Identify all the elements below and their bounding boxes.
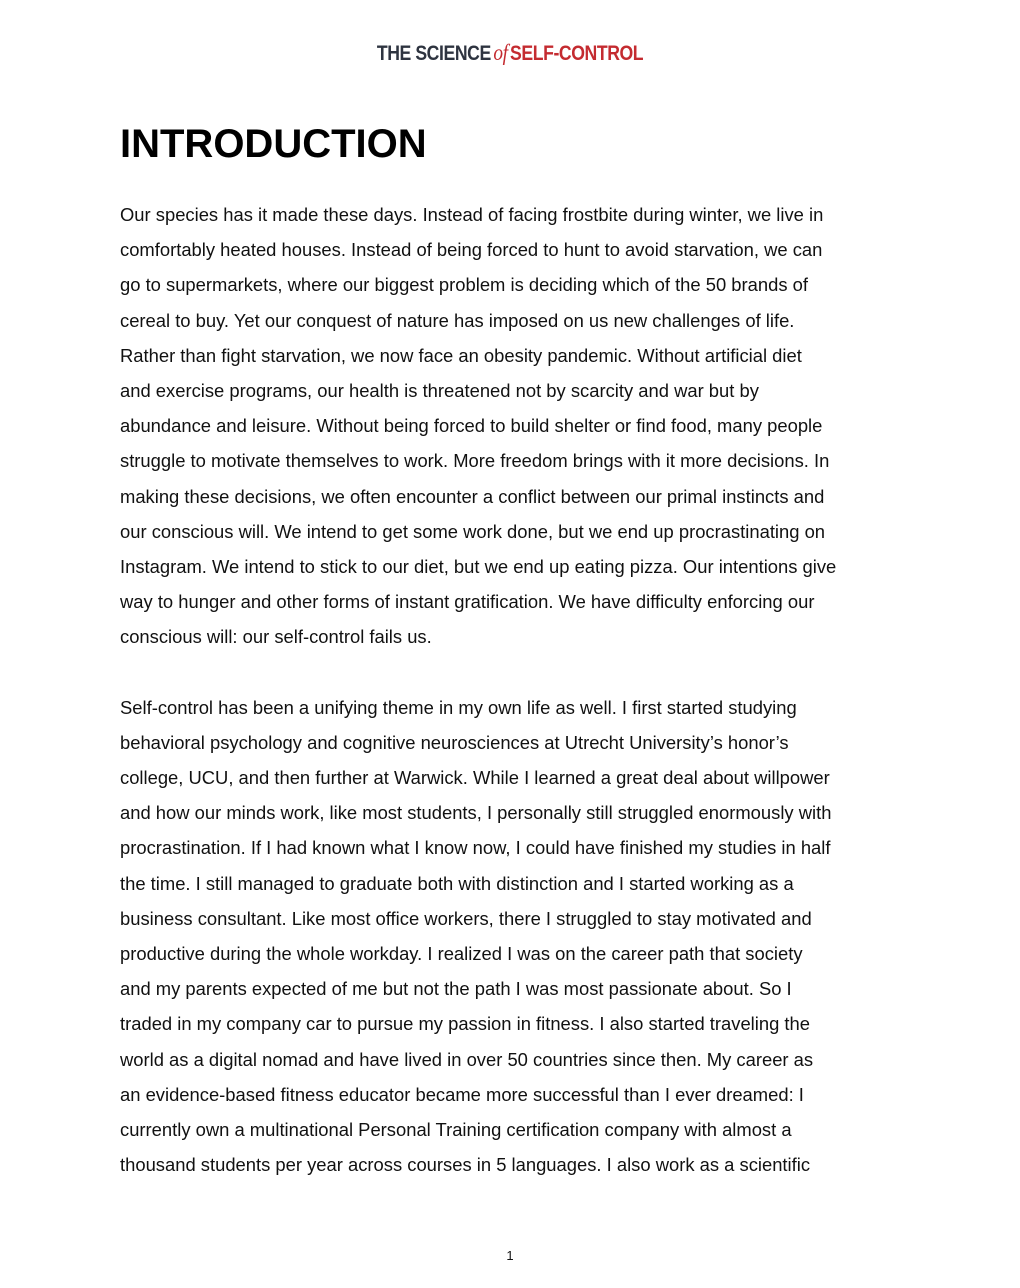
text-line: productive during the whole workday. I realized I was on the career path that society — [120, 942, 803, 964]
text-line: the time. I still managed to graduate both with distinction and I started working as a — [120, 872, 794, 894]
text-line: go to supermarkets, where our biggest problem is deciding which of the 50 brands of — [120, 274, 808, 296]
paragraph-gap — [120, 654, 920, 689]
text-line: and how our minds work, like most students, I personally still struggled enormously with — [120, 802, 832, 824]
text-line: behavioral psychology and cognitive neurosciences at Utrecht University’s honor’s — [120, 731, 789, 753]
text-line: college, UCU, and then further at Warwick. While I learned a great deal about willpower — [120, 767, 830, 788]
page-number: 1 — [506, 1248, 514, 1263]
text-line: cereal to buy. Yet our conquest of nature has imposed on us new challenges of life. — [120, 309, 795, 331]
text-line: making these decisions, we often encounter a conflict between our primal instincts and — [120, 485, 825, 507]
text-line: and exercise programs, our health is threatened not by scarcity and war but by — [120, 379, 759, 401]
text-line: abundance and leisure. Without being forced to build shelter or find food, many people — [120, 415, 823, 437]
body-text — [120, 197, 920, 1182]
text-line: conscious will: our self-control fails us. — [120, 626, 432, 648]
header-title-part: THE SCIENCE — [376, 42, 491, 65]
text-line: business consultant. Like most office workers, there I struggled to stay motivated and — [120, 907, 812, 929]
text-line: Our species has it made these days. Instead of facing frostbite during winter, we live in — [120, 204, 824, 225]
text-line: traded in my company car to pursue my passion in fitness. I also started traveling the — [120, 1013, 810, 1035]
paragraph — [120, 197, 920, 654]
text-line: Self-control has been a unifying theme in my own life as well. I first started studying — [120, 696, 797, 718]
running-header — [82, 40, 939, 66]
text-line: thousand students per year across courses in 5 languages. I also work as a scientific — [120, 1154, 811, 1176]
header-title-connector: of — [493, 40, 508, 65]
text-line: way to hunger and other forms of instant gratification. We have difficulty enforcing our — [120, 591, 815, 613]
text-line: our conscious will. We intend to get some work done, but we end up procrastinating on — [120, 520, 826, 542]
text-line: and my parents expected of me but not the path I was most passionate about. So I — [120, 978, 792, 1000]
text-line: struggle to motivate themselves to work. More freedom brings with it more decisions. In — [120, 450, 830, 472]
paragraph — [120, 690, 920, 1183]
text-line: comfortably heated houses. Instead of being forced to hunt to avoid starvation, we can — [120, 239, 823, 261]
chapter-title: INTRODUCTION — [120, 122, 427, 166]
text-line: currently own a multinational Personal Training certification company with almost a — [120, 1118, 792, 1140]
text-line: an evidence-based fitness educator became more successful than I ever dreamed: I — [120, 1083, 804, 1105]
text-line: Rather than fight starvation, we now face an obesity pandemic. Without artificial diet — [120, 344, 802, 366]
header-title-accent: SELF-CONTROL — [510, 42, 644, 65]
text-line: Instagram. We intend to stick to our diet, but we end up eating pizza. Our intentions give — [120, 555, 837, 577]
text-line: world as a digital nomad and have lived in over 50 countries since then. My career as — [120, 1048, 814, 1070]
text-line: procrastination. If I had known what I know now, I could have finished my studies in half — [120, 837, 831, 859]
